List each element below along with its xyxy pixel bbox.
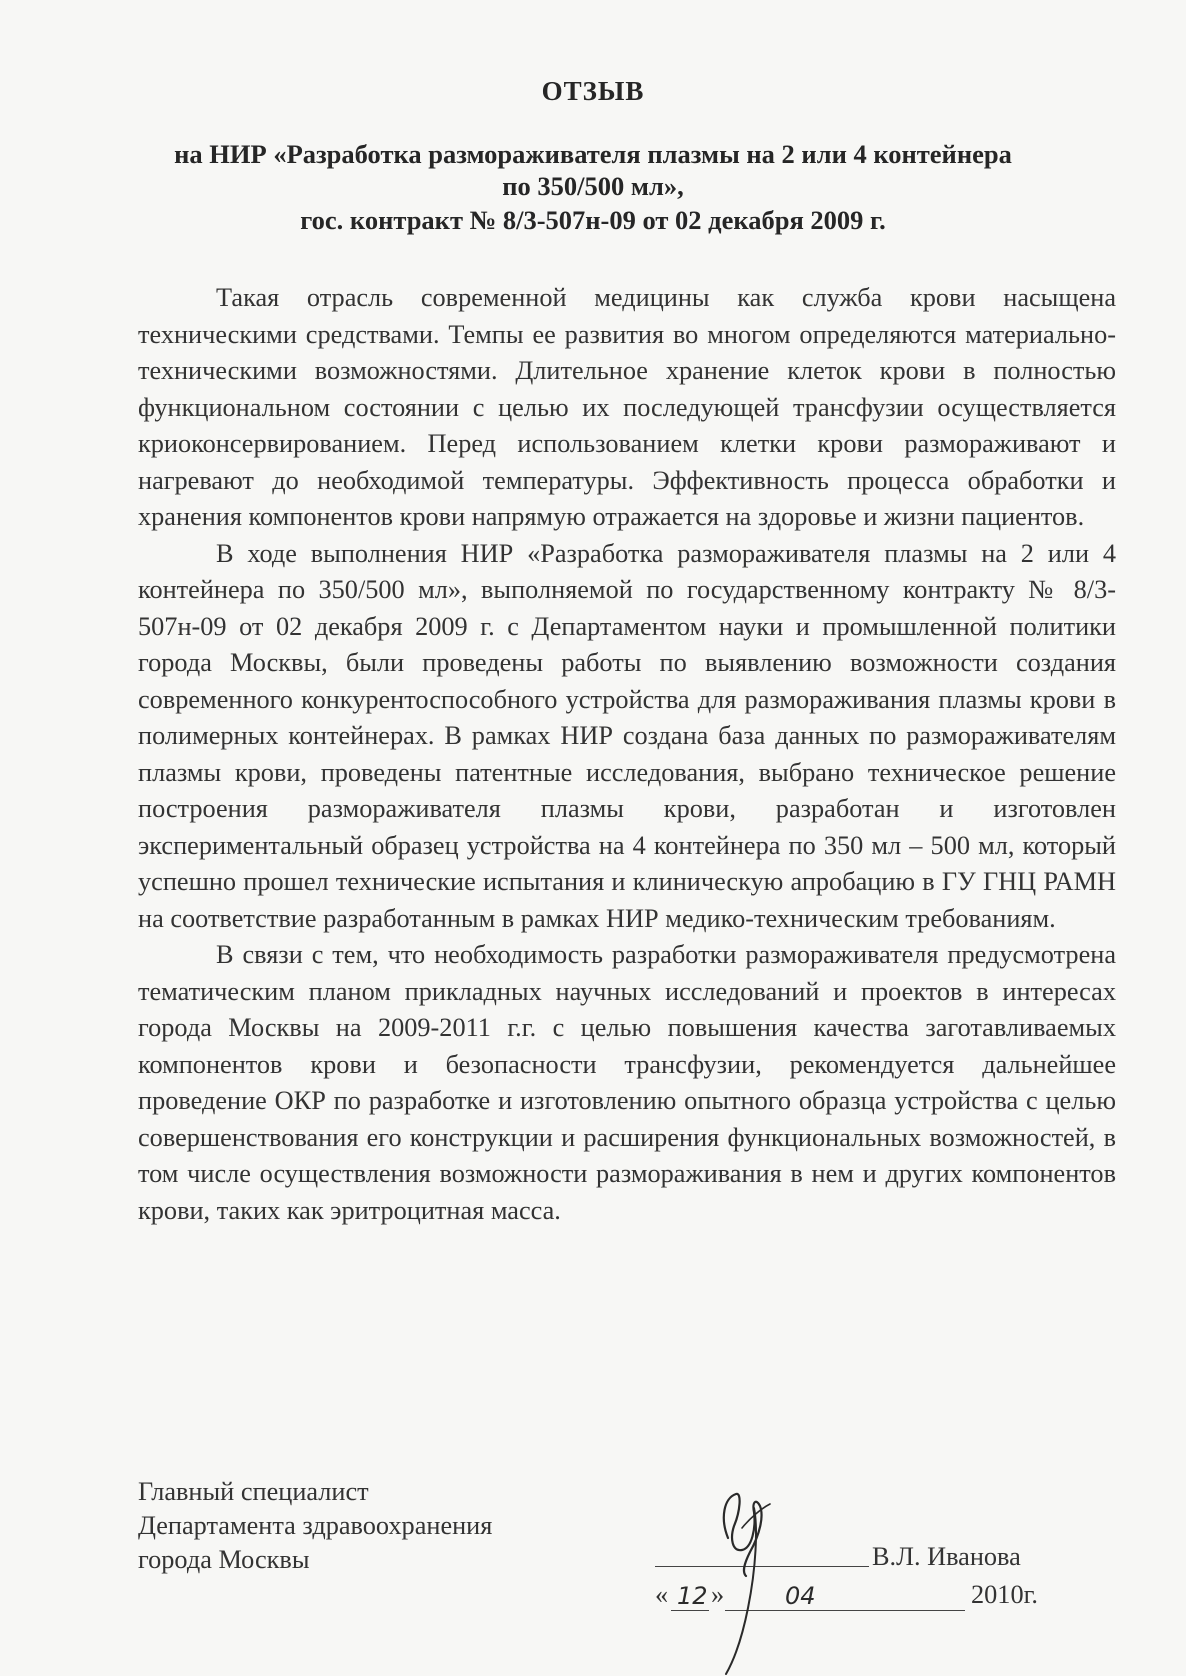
signatory-name: В.Л. Иванова (872, 1542, 1021, 1571)
subtitle-line-1: на НИР «Разработка размораживателя плазмы на 2 или 4 контейнера (174, 139, 1012, 169)
subtitle-line-3: гос. контракт № 8/3-507н-09 от 02 декабря 2009 г. (300, 205, 886, 235)
date-day: 12 (677, 1582, 708, 1610)
signatory-position-line: города Москвы (138, 1545, 310, 1574)
signatory-position (138, 1475, 492, 1577)
signatory-position-line: Департамента здравоохранения (138, 1511, 493, 1540)
paragraph-1: Такая отрасль современной медицины как служба крови насыщена техническими средствами. Темпы ее развития во многом определяются материально-техническими возможностями. Длительное хранение клеток крови в полностью функциональном состоянии с целью их последующей трансфузии осуществляется криоконсервированием. Перед использованием клетки крови размораживают и нагревают до необходимой температуры. Эффективность процесса обработки и хранения компонентов крови напрямую отражается на здоровье и жизни пациентов. (138, 283, 1116, 531)
paragraph-2: В ходе выполнения НИР «Разработка размораживателя плазмы на 2 или 4 контейнера по 350/500 мл», выполняемой по государственному контракту № 8/3-507н-09 от 02 декабря 2009 г. с Департаментом науки и промышленной политики города Москвы, были проведены работы по выявлению возможности создания современного конкурентоспособного устройства для размораживания плазмы крови в полимерных контейнерах. В рамках НИР создана база данных по размораживателям плазмы крови, проведены патентные исследования, выбрано техническое решение построения размораживателя плазмы крови, разработан и изготовлен экспериментальный образец устройства на 4 контейнера по 350 мл – 500 мл, который успешно прошел технические испытания и клиническую апробацию в ГУ ГНЦ РАМН на соответствие разработанным в рамках НИР медико-техническим требованиям. (138, 538, 1116, 933)
signatory-position-line: Главный специалист (138, 1477, 369, 1506)
paragraph-3: В связи с тем, что необходимость разработки размораживателя предусмотрена тематическим планом прикладных научных исследований и проектов в интересах города Москвы на 2009-2011 г.г. с целью повышения качества заготавливаемых компонентов крови и безопасности трансфузии, рекомендуется дальнейшее проведение ОКР по разработке и изготовлению опытного образца устройства с целью совершенствования его конструкции и расширения функциональных возможностей, в том числе осуществления возможности размораживания в нем и других компонентов крови, таких как эритроцитная масса. (138, 940, 1116, 1225)
date-open-quote: « (655, 1580, 669, 1609)
date-close-quote: » (711, 1580, 725, 1609)
document-body (138, 280, 1116, 1229)
subtitle-line-2: по 350/500 мл», (502, 171, 684, 201)
date-month: 04 (785, 1582, 816, 1610)
document-title: ОТЗЫВ (541, 76, 645, 106)
date-year: 2010г. (971, 1580, 1038, 1609)
handwritten-signature (690, 1468, 840, 1676)
